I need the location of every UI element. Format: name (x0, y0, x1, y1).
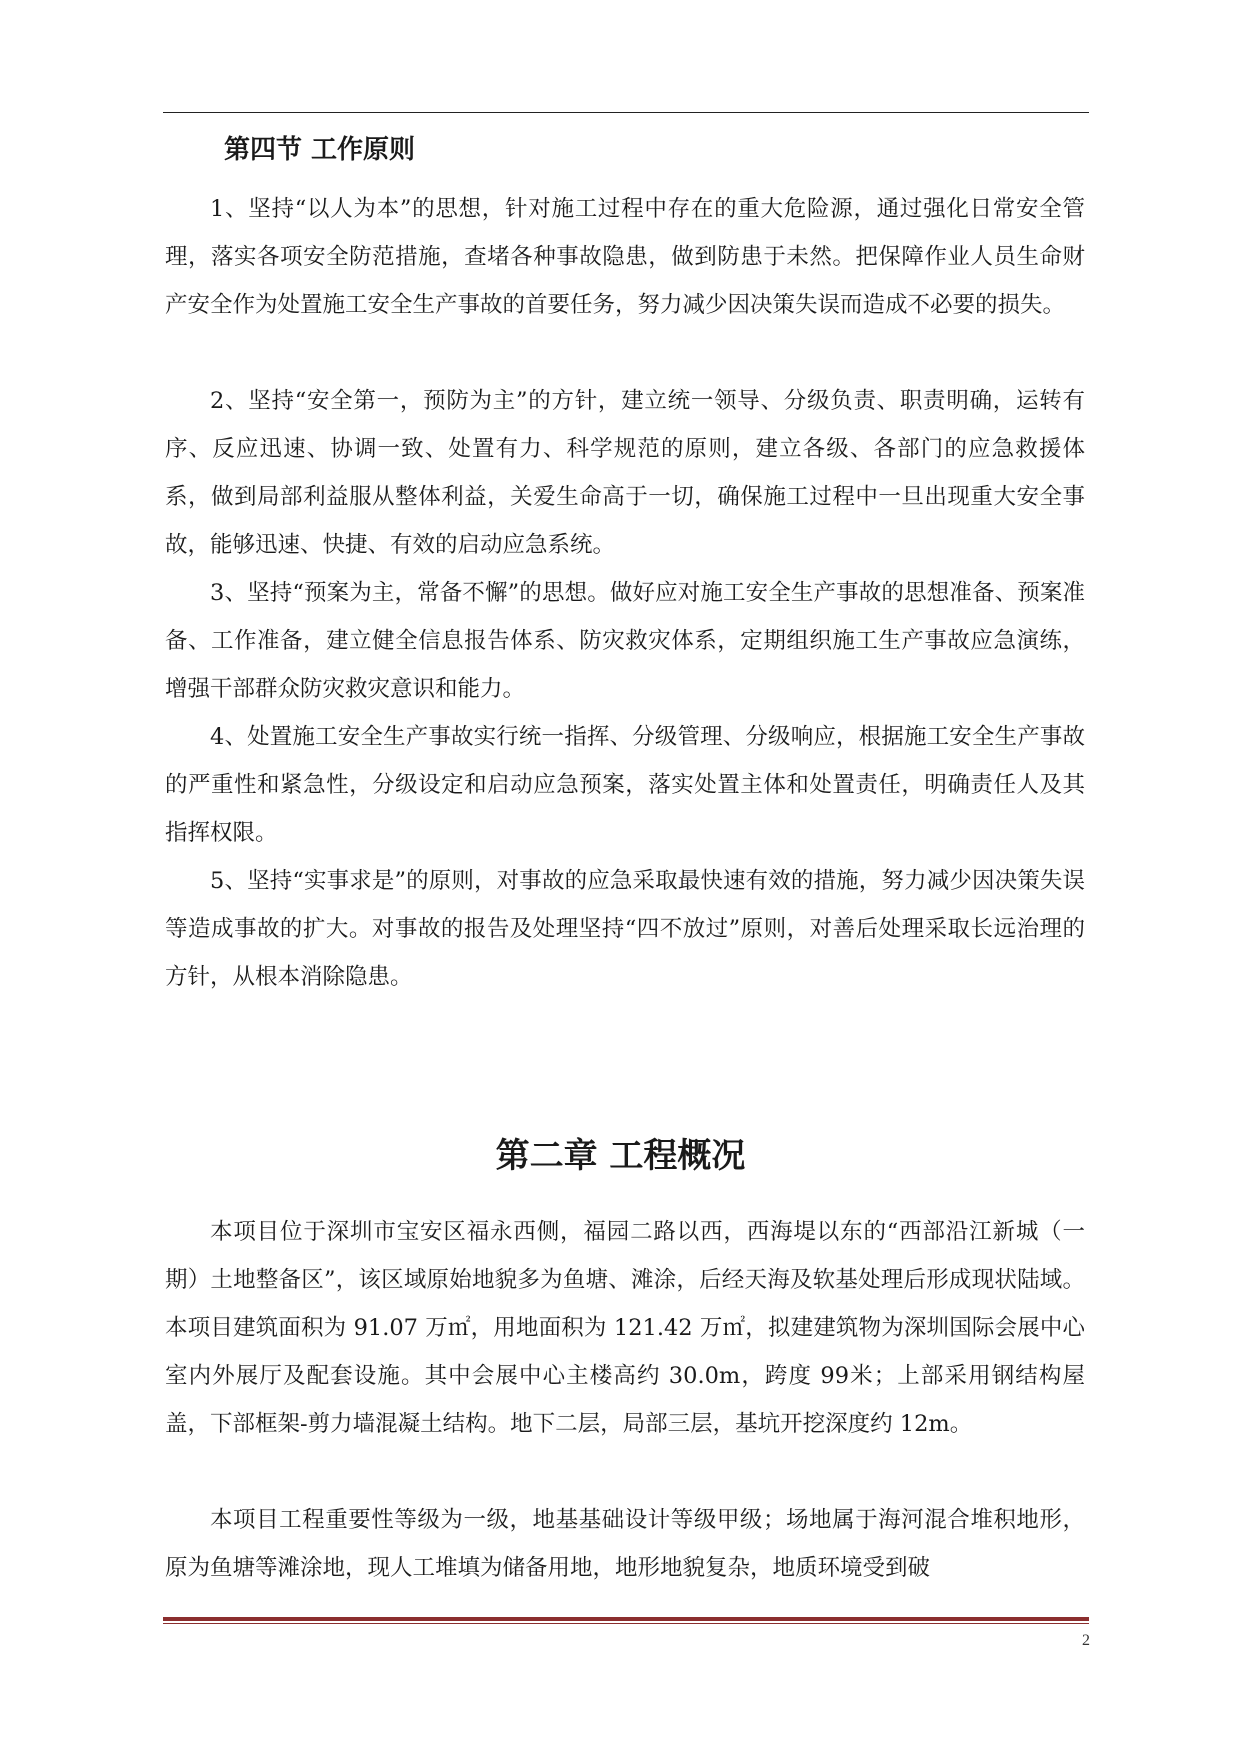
footer-rule (163, 1617, 1089, 1621)
principle-paragraph-4: 4、处置施工安全生产事故实行统一指挥、分级管理、分级响应，根据施工安全生产事故的严重性和紧急性，分级设定和启动应急预案，落实处置主体和处置责任，明确责任人及其指挥权限。 (165, 724, 1085, 846)
principle-paragraph-5: 5、坚持“实事求是”的原则，对事故的应急采取最快速有效的措施，努力减少因决策失误等造成事故的扩大。对事故的报告及处理坚持“四不放过”原则，对善后处理采取长远治理的方针，从根本消除隐患。 (165, 868, 1085, 990)
section-heading: 第四节 工作原则 (224, 135, 416, 165)
principle-paragraph-2: 2、坚持“安全第一，预防为主”的方针，建立统一领导、分级负责、职责明确，运转有序、反应迅速、协调一致、处置有力、科学规范的原则，建立各级、各部门的应急救援体系，做到局部利益服从整体利益，关爱生命高于一切，确保施工过程中一旦出现重大安全事故，能够迅速、快捷、有效的启动应急系统。 (165, 388, 1085, 558)
footer-rule-thin (163, 1623, 1089, 1624)
chapter-heading: 第二章 工程概况 (495, 1136, 746, 1176)
overview-paragraph-2: 本项目工程重要性等级为一级，地基基础设计等级甲级；场地属于海河混合堆积地形，原为鱼塘等滩涂地，现人工堆填为储备用地，地形地貌复杂，地质环境受到破 (165, 1507, 1085, 1581)
header-rule (163, 112, 1089, 113)
overview-paragraph-1: 本项目位于深圳市宝安区福永西侧，福园二路以西，西海堤以东的“西部沿江新城（一期）土地整备区”，该区域原始地貌多为鱼塘、滩涂，后经天海及软基处理后形成现状陆域。本项目建筑面积为 91.07 万㎡，用地面积为 121.42 万㎡，拟建建筑物为深圳国际会展中心室内外展厅及配套设施。其中会展中心主楼高约 30.0m，跨度 99米；上部采用钢结构屋盖，下部框架-剪力墙混凝土结构。地下二层，局部三层，基坑开挖深度约 12m。 (165, 1219, 1085, 1437)
principle-paragraph-3: 3、坚持“预案为主，常备不懈”的思想。做好应对施工安全生产事故的思想准备、预案准备、工作准备，建立健全信息报告体系、防灾救灾体系，定期组织施工生产事故应急演练，增强干部群众防灾救灾意识和能力。 (165, 580, 1085, 702)
principle-paragraph-1: 1、坚持“以人为本”的思想，针对施工过程中存在的重大危险源，通过强化日常安全管理，落实各项安全防范措施，查堵各种事故隐患，做到防患于未然。把保障作业人员生命财产安全作为处置施工安全生产事故的首要任务，努力减少因决策失误而造成不必要的损失。 (165, 196, 1085, 318)
page-number: 2 (1082, 1632, 1090, 1649)
